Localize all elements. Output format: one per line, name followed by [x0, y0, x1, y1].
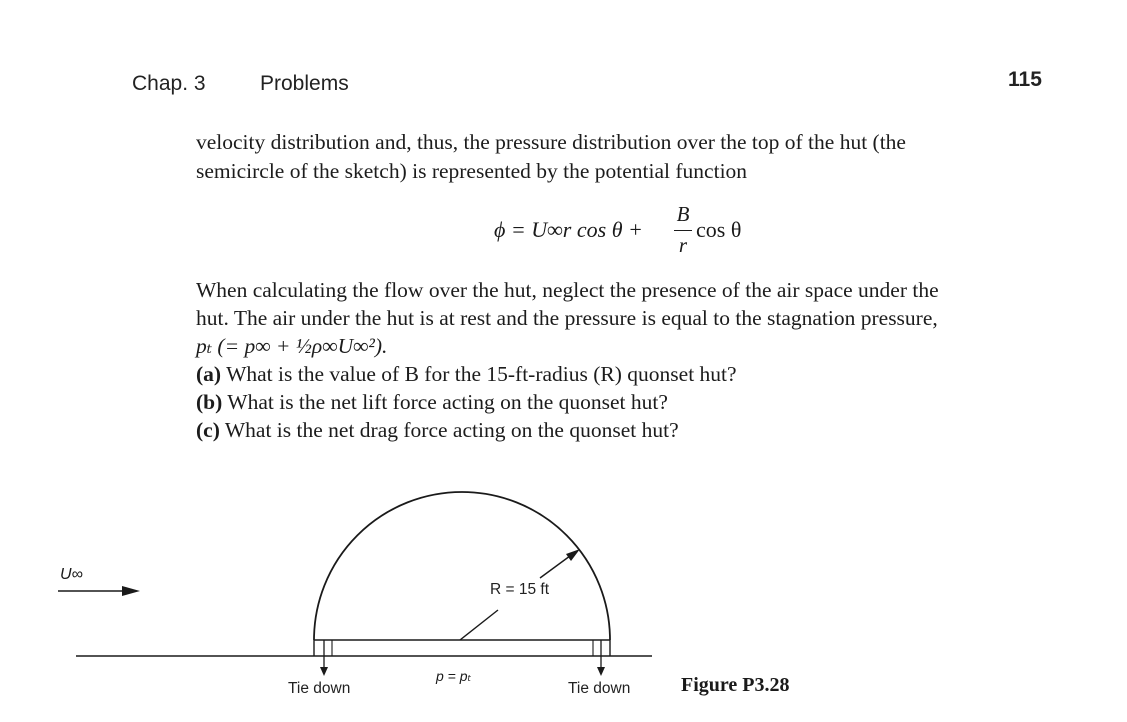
- radius-label: R = 15 ft: [490, 581, 550, 598]
- tie-down-left-label: Tie down: [288, 680, 351, 697]
- equation-denominator: r: [678, 233, 688, 257]
- radius-line-lower: [460, 610, 498, 640]
- question-b-label: (b): [196, 390, 223, 414]
- question-a-label: (a): [196, 362, 222, 386]
- tie-down-left-arrowhead: [320, 667, 328, 676]
- tie-down-right-arrowhead: [597, 667, 605, 676]
- pressure-label: p = pₜ: [436, 668, 472, 684]
- body-line-4: hut. The air under the hut is at rest and the pressure is equal to the stagnation pressure,: [196, 306, 938, 330]
- page-number: 115: [1008, 68, 1042, 91]
- equation-numerator: B: [676, 202, 690, 226]
- question-c-text: What is the net drag force acting on the quonset hut?: [224, 418, 679, 442]
- equation-lhs: ϕ = U∞r cos θ +: [494, 217, 643, 242]
- equation-rhs: cos θ: [696, 217, 742, 242]
- question-b-text: What is the net lift force acting on the quonset hut?: [227, 390, 668, 414]
- tie-down-right-label: Tie down: [568, 680, 631, 697]
- chapter-label: Chap. 3: [132, 72, 206, 95]
- body-line-1: velocity distribution and, thus, the pressure distribution over the top of the hut (the: [196, 130, 906, 154]
- question-a-text: What is the value of B for the 15-ft-radius (R) quonset hut?: [226, 362, 737, 386]
- figure-caption: Figure P3.28: [681, 674, 790, 696]
- hut-semicircle: [314, 492, 610, 640]
- body-line-5: pₜ (= p∞ + ½ρ∞U∞²).: [196, 334, 388, 358]
- freestream-label: U∞: [60, 566, 83, 583]
- body-line-3: When calculating the flow over the hut, neglect the presence of the air space under the: [196, 278, 939, 302]
- question-c-label: (c): [196, 418, 220, 442]
- freestream-arrowhead: [122, 586, 140, 596]
- section-title: Problems: [260, 72, 349, 95]
- body-line-2: semicircle of the sketch) is represented by the potential function: [196, 159, 748, 183]
- radius-arrowhead: [566, 549, 580, 561]
